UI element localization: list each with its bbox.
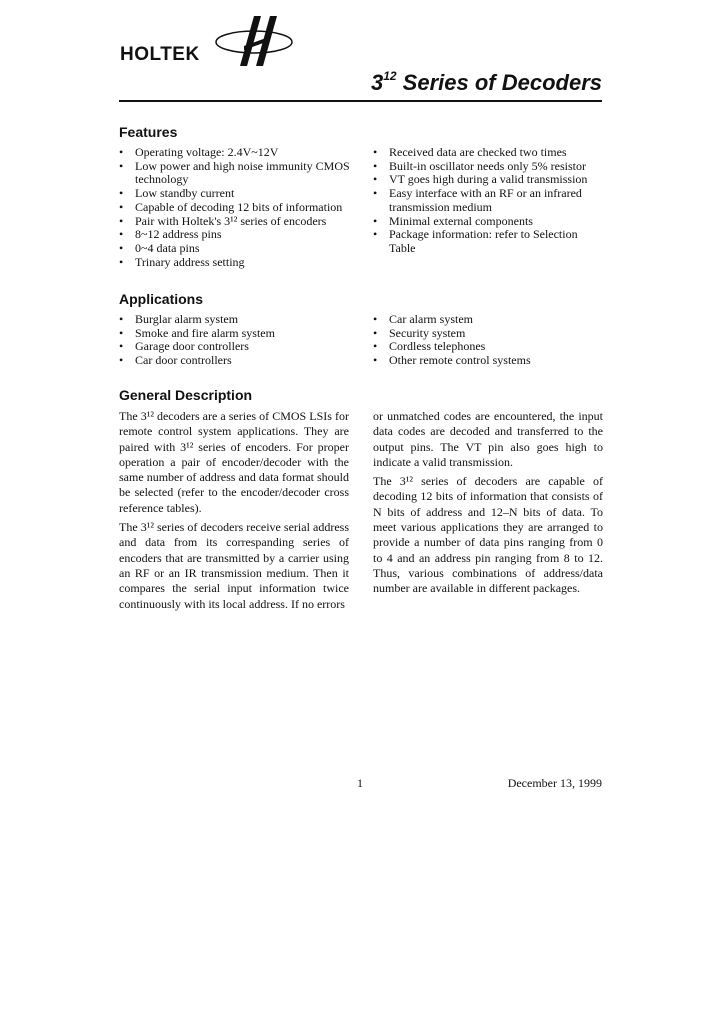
bullet-icon: • — [373, 227, 378, 242]
features-left-list — [119, 146, 359, 269]
holtek-logo-icon — [214, 8, 294, 72]
bullet-icon: • — [119, 145, 124, 159]
list-item-text: Pair with Holtek's 3¹² series of encoders — [135, 213, 327, 228]
title-base: 3 — [370, 70, 384, 95]
bullet-icon: • — [373, 353, 378, 368]
list-item-text: Security system — [389, 325, 466, 340]
paragraph: or unmatched codes are encountered, the input data codes are decoded and transferred to the output pins. The VT pin also goes high to indicate a valid transmission. — [373, 409, 603, 469]
list-item-text: Car alarm system — [389, 312, 473, 326]
list-item — [119, 160, 359, 187]
list-item — [373, 354, 608, 368]
list-item-text: 0~4 data pins — [135, 240, 200, 255]
bullet-icon: • — [119, 227, 124, 242]
title-rest: Series of Decoders — [396, 70, 602, 95]
list-item — [373, 228, 608, 255]
applications-left-list — [119, 313, 359, 368]
bullet-icon: • — [119, 312, 124, 326]
list-item-text: Smoke and fire alarm system — [135, 325, 275, 340]
list-item — [373, 146, 608, 160]
bullet-icon: • — [373, 312, 378, 326]
list-item — [373, 173, 608, 187]
list-item-text: Table — [389, 240, 416, 255]
bullet-icon: • — [119, 353, 124, 368]
list-item — [119, 187, 359, 201]
list-item-text: Package information: refer to Selection — [389, 227, 578, 242]
list-item — [119, 354, 359, 368]
bullet-icon: • — [373, 145, 378, 159]
bullet-icon: • — [119, 158, 124, 173]
list-item — [119, 313, 359, 327]
list-item-text: Low power and high noise immunity CMOS — [135, 158, 350, 173]
list-item-text: Trinary address setting — [135, 254, 245, 269]
title-superscript: 12 — [383, 68, 397, 83]
bullet-icon: • — [119, 213, 124, 228]
list-item — [119, 215, 359, 229]
list-item — [373, 340, 608, 354]
bullet-icon: • — [119, 199, 124, 214]
general-description-left-column — [119, 409, 349, 616]
bullet-icon: • — [373, 172, 378, 187]
bullet-icon: • — [119, 325, 124, 340]
list-item — [373, 327, 608, 341]
list-item-text: Built-in oscillator needs only 5% resistor — [389, 158, 586, 173]
bullet-icon: • — [373, 158, 378, 173]
list-item — [119, 146, 359, 160]
document-title — [371, 70, 602, 96]
list-item — [119, 201, 359, 215]
header-rule — [119, 100, 602, 102]
page-number: 1 — [357, 776, 363, 790]
applications-heading: Applications — [119, 291, 204, 307]
list-item-text: Received data are checked two times — [389, 145, 567, 159]
features-right-list — [373, 146, 608, 256]
list-item-text: Other remote control systems — [389, 353, 531, 368]
paragraph: The 3¹² series of decoders receive serial address and data from its correspanding series of encoders that are transmitted by a carrier using an RF or an IR transmission medium. Then it compares the serial input information twice continuously with its local address. If no errors — [119, 520, 349, 611]
bullet-icon: • — [119, 254, 124, 269]
list-item-text: 8~12 address pins — [135, 227, 222, 242]
list-item-text: Low standby current — [135, 186, 235, 201]
company-logo-text: HOLTEK — [120, 44, 200, 65]
bullet-icon: • — [373, 186, 378, 201]
features-heading: Features — [119, 124, 178, 140]
paragraph: The 3¹² series of decoders are capable of decoding 12 bits of information that consists of N bits of address and 12–N bits of data. To meet various applications they are arranged to provide a number of data pins ranging from 0 to 4 and an address pin ranging from 8 to 12. Thus, various combinations of address/data number are available in different packages. — [373, 474, 603, 596]
footer-date: December 13, 1999 — [507, 776, 602, 790]
list-item — [373, 187, 608, 214]
list-item-text: Easy interface with an RF or an infrared — [389, 186, 582, 201]
bullet-icon: • — [373, 325, 378, 340]
list-item — [119, 327, 359, 341]
list-item-text: Minimal external components — [389, 213, 533, 228]
list-item-text: technology — [135, 172, 189, 187]
list-item-text: Cordless telephones — [389, 339, 486, 354]
list-item — [373, 215, 608, 229]
list-item — [373, 313, 608, 327]
bullet-icon: • — [119, 186, 124, 201]
bullet-icon: • — [373, 339, 378, 354]
list-item — [119, 256, 359, 270]
list-item — [119, 340, 359, 354]
list-item-text: VT goes high during a valid transmission — [389, 172, 588, 187]
general-description-heading: General Description — [119, 387, 253, 403]
list-item-text: transmission medium — [389, 199, 492, 214]
list-item-text: Operating voltage: 2.4V~12V — [135, 145, 279, 159]
bullet-icon: • — [119, 240, 124, 255]
general-description-right-column — [373, 409, 603, 601]
list-item-text: Garage door controllers — [135, 339, 249, 354]
applications-right-list — [373, 313, 608, 368]
list-item-text: Capable of decoding 12 bits of information — [135, 199, 343, 214]
list-item-text: Burglar alarm system — [135, 312, 239, 326]
list-item — [119, 242, 359, 256]
paragraph: The 3¹² decoders are a series of CMOS LSIs for remote control system applications. They are paired with 3¹² series of encoders. For proper operation a pair of encoder/decoder with the same number of address and data format should be selected (refer to the encoder/decoder cross reference tables). — [119, 409, 349, 515]
bullet-icon: • — [119, 339, 124, 354]
list-item — [119, 228, 359, 242]
bullet-icon: • — [373, 213, 378, 228]
list-item — [373, 160, 608, 174]
list-item-text: Car door controllers — [135, 353, 232, 368]
